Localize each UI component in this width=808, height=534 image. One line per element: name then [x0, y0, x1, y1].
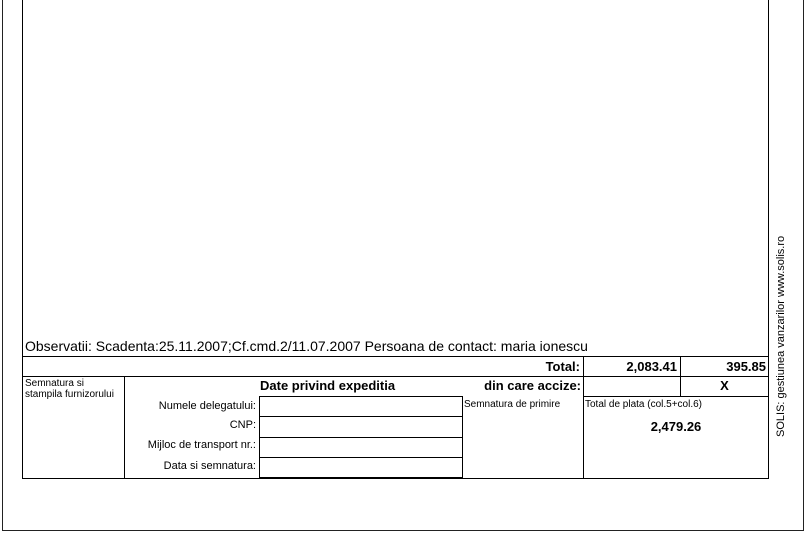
- field-divider: [260, 457, 462, 458]
- receipt-signature-label: Semnatura de primire: [464, 399, 561, 410]
- cnp-label: CNP:: [229, 419, 256, 431]
- field-divider: [260, 437, 462, 438]
- supplier-signature-label: Semnatura si stampila furnizorului: [25, 378, 114, 400]
- total-value: 2,083.41: [626, 359, 677, 374]
- expedition-title: Date privind expeditia: [260, 378, 396, 393]
- observations-text: Observatii: Scadenta:25.11.2007;Cf.cmd.2/11.07.2007 Persoana de contact: maria ionescu: [25, 338, 588, 354]
- transport-label: Mijloc de transport nr.:: [147, 439, 256, 451]
- payment-total-label: Total de plata (col.5+col.6): [585, 399, 703, 410]
- total-label: Total:: [545, 359, 580, 374]
- signature-col-divider: [124, 376, 125, 479]
- field-divider: [260, 416, 462, 417]
- delegate-name-label: Numele delegatului:: [158, 400, 256, 412]
- totals-top-rule: [22, 356, 769, 357]
- totals-bottom-rule: [22, 376, 769, 377]
- totals-col-divider: [583, 356, 584, 479]
- accize-mark: X: [720, 378, 729, 393]
- total-vat-value: 395.85: [726, 359, 766, 374]
- software-side-note: SOLIS: gestiunea vanzarilor www.solis.ro: [775, 235, 787, 437]
- accize-label: din care accize:: [484, 378, 581, 393]
- accize-bottom-rule: [583, 396, 769, 397]
- payment-total-value: 2,479.26: [650, 419, 702, 434]
- expedition-fields-box: [259, 396, 463, 478]
- date-signature-label: Data si semnatura:: [163, 460, 256, 472]
- vat-col-divider: [680, 356, 681, 396]
